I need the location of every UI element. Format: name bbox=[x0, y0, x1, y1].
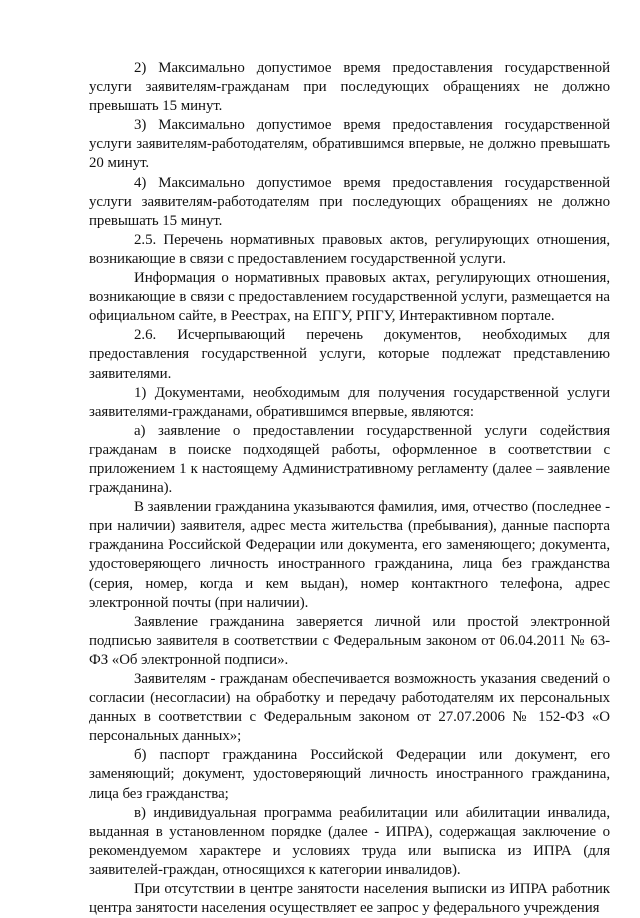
paragraph-item-c-ipra: в) индивидуальная программа реабилитации или абилитации инвалида, выданная в установленном порядке (далее - ИПРА), содержащая заключение о рекомендуемом характере и условиях труда или выписка из ИПРА (для заявителей-граждан, относящихся к категории инвалидов). bbox=[89, 804, 610, 878]
paragraph-personal-data-consent: Заявителям - гражданам обеспечивается возможность указания сведений о согласии (несогласии) на обработку и передачу работодателям их персональных данных в соответствии с Федеральным законом от 27.07.2006 № 152-ФЗ «О персональных данных»; bbox=[89, 671, 610, 745]
paragraph-application-contents: В заявлении гражданина указываются фамилия, имя, отчество (последнее - при наличии) заявителя, адрес места жительства (пребывания), данные паспорта гражданина Российской Федерации или документа, его заменяющего; документа, удостоверяющего личность иностранного гражданина, лица без гражданства (серия, номер, когда и кем выдан), номер контактного телефона, адрес электронной почты (при наличии). bbox=[89, 499, 610, 611]
paragraph-max-time-employers-repeat: 4) Максимально допустимое время предоставления государственной услуги заявителям-работодателям при последующих обращениях не должно превышать 15 минут. bbox=[89, 174, 610, 229]
paragraph-documents-intro: 1) Документами, необходимым для получения государственной услуги заявителями-гражданами, обратившимся впервые, являются: bbox=[89, 384, 610, 420]
paragraph-max-time-employers-first: 3) Максимально допустимое время предоставления государственной услуги заявителям-работодателям, обратившимся впервые, не должно превышать 20 минут. bbox=[89, 117, 610, 172]
paragraph-item-b-passport: б) паспорт гражданина Российской Федерации или документ, его заменяющий; документ, удостоверяющий личность иностранного гражданина, лица без гражданства; bbox=[89, 747, 610, 802]
document-page bbox=[89, 59, 610, 918]
paragraph-section-2-6-heading: 2.6. Исчерпывающий перечень документов, необходимых для предоставления государственной услуги, которые подлежат представлению заявителями. bbox=[89, 327, 610, 382]
paragraph-ipra-request: При отсутствии в центре занятости населения выписки из ИПРА работник центра занятости населения осуществляет ее запрос у федерального учреждения bbox=[89, 881, 610, 917]
paragraph-legal-acts-info: Информация о нормативных правовых актах, регулирующих отношения, возникающие в связи с предоставлением государственной услуги, размещается на официальном сайте, в Реестрах, на ЕПГУ, РПГУ, Интерактивном портале. bbox=[89, 270, 610, 325]
paragraph-application-signature: Заявление гражданина заверяется личной или простой электронной подписью заявителя в соответствии с Федеральным законом от 06.04.2011 № 63-ФЗ «Об электронной подписи». bbox=[89, 613, 610, 668]
paragraph-section-2-5-heading: 2.5. Перечень нормативных правовых актов, регулирующих отношения, возникающие в связи с предоставлением государственной услуги. bbox=[89, 231, 610, 267]
paragraph-item-a-application: а) заявление о предоставлении государственной услуги содействия гражданам в поиске подходящей работы, оформленное в соответствии с приложением 1 к настоящему Административному регламенту (далее – заявление гражданина). bbox=[89, 422, 610, 497]
paragraph-max-time-citizens-repeat: 2) Максимально допустимое время предоставления государственной услуги заявителям-гражданам при последующих обращениях не должно превышать 15 минут. bbox=[89, 60, 610, 115]
